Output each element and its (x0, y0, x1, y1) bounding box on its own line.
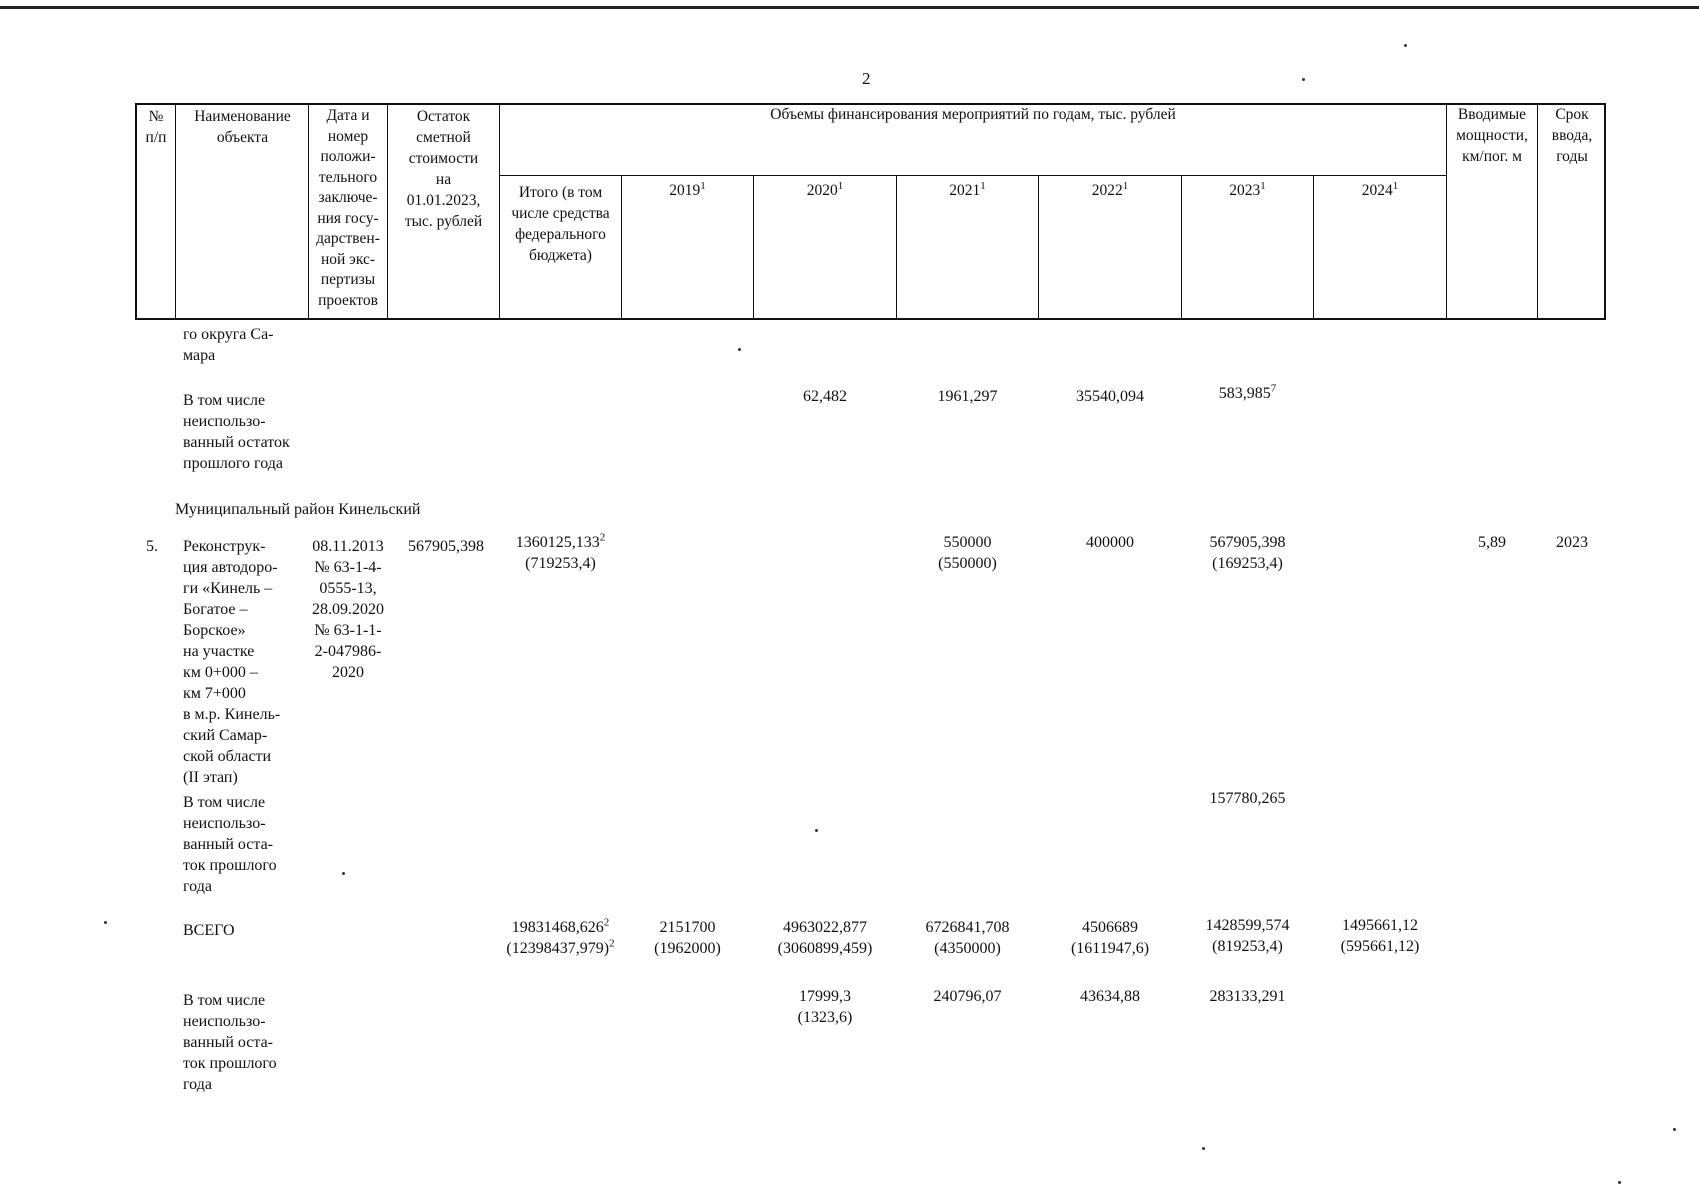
header-year-2022: 2022$^1$ (1091, 179, 1129, 199)
header-year-2019: 2019$^1$ (669, 179, 706, 199)
total-2020: 4963022,877 (3060899,459) (777, 919, 873, 957)
top-border-line (0, 6, 1699, 9)
scan-speck (1618, 1181, 1621, 1184)
scan-speck (1673, 1128, 1676, 1131)
item5-unused-2023: 157780,265 (1209, 790, 1286, 807)
header-total: Итого (в том числе средства федерального бюджета) (511, 184, 610, 264)
total-sum: 19831468,626$^2$ $(12398437,979)^2$ (506, 916, 615, 957)
scan-speck (104, 921, 107, 924)
samara-unused-label: В том числе неиспользо- ванный остаток прошлого года (183, 392, 290, 472)
header-balance: Остаток сметной стоимости на 01.01.2023, тыс. рублей (404, 108, 483, 230)
scan-speck (738, 348, 741, 351)
item5-balance: 567905,398 (408, 538, 484, 555)
total-2019: 2151700 (1962000) (654, 919, 721, 957)
samara-unused-2022: 35540,094 (1076, 388, 1144, 405)
item5-capacity: 5,89 (1478, 534, 1506, 551)
item5-object-name: Реконструк- ция автодоро- ги «Кинель – Богатое – Борское» на участке км 0+000 – км 7+000 в м.р. Кинель- ский Самар- ской области (II этап) (183, 538, 281, 786)
scan-speck (815, 829, 818, 832)
total-2023: 1428599,574 (819253,4) (1205, 917, 1290, 955)
scan-speck (342, 872, 345, 875)
scan-speck (1202, 1147, 1205, 1150)
total-unused-2022: 43634,88 (1080, 988, 1140, 1005)
header-financing-group: Объемы финансирования мероприятий по годам, тыс. рублей (770, 106, 1176, 123)
header-commissioning-term: Срок ввода, годы (1551, 106, 1593, 165)
item5-2021: 550000 (550000) (938, 534, 997, 572)
total-2024: 1495661,12 (595661,12) (1340, 917, 1420, 955)
item5-2022: 400000 (1086, 534, 1134, 551)
page-number: 2 (862, 69, 871, 88)
header-year-2020: 2020$^1$ (806, 179, 844, 199)
item5-term: 2023 (1556, 534, 1588, 551)
header-expertise-date: Дата и номер положи- тельного заключе- ния госу- дарствен- ной экс- пертизы проектов (316, 107, 380, 309)
total-unused-2020: 17999,3 (1323,6) (797, 988, 853, 1026)
samara-name-tail: го округа Са- мара (183, 326, 274, 364)
item5-unused-label: В том числе неиспользо- ванный оста- ток прошлого года (183, 794, 277, 895)
item5-total: 1360125,133$^2$ (719253,4) (515, 531, 606, 572)
total-2021: 6726841,708 (4350000) (925, 919, 1010, 957)
item5-number: 5. (146, 538, 158, 555)
scan-speck (1302, 78, 1305, 81)
header-year-2024: 2024$^1$ (1361, 179, 1399, 199)
samara-unused-2020: 62,482 (803, 388, 847, 405)
samara-unused-2023: 583,985$^7$ (1218, 382, 1277, 402)
header-number: № п/п (145, 108, 167, 146)
item5-expertise-date: 08.11.2013 № 63-1-4- 0555-13, 28.09.2020 № 63-1-1- 2-047986- 2020 (312, 538, 384, 681)
district-heading: Муниципальный район Кинельский (175, 501, 421, 518)
total-unused-2021: 240796,07 (933, 988, 1002, 1005)
header-year-2023: 2023$^1$ (1229, 179, 1266, 199)
header-year-2021: 2021$^1$ (949, 179, 986, 199)
total-label: ВСЕГО (183, 922, 235, 939)
total-2022: 4506689 (1611947,6) (1070, 919, 1150, 957)
samara-unused-2021: 1961,297 (937, 388, 998, 405)
scan-speck (1404, 44, 1407, 47)
header-object-name: Наименование объекта (194, 108, 291, 146)
item5-2023: 567905,398 (169253,4) (1209, 534, 1286, 572)
total-unused-2023: 283133,291 (1209, 988, 1286, 1005)
header-capacity: Вводимые мощности, км/пог. м (1456, 106, 1528, 165)
total-unused-label: В том числе неиспользо- ванный оста- ток прошлого года (183, 992, 277, 1093)
